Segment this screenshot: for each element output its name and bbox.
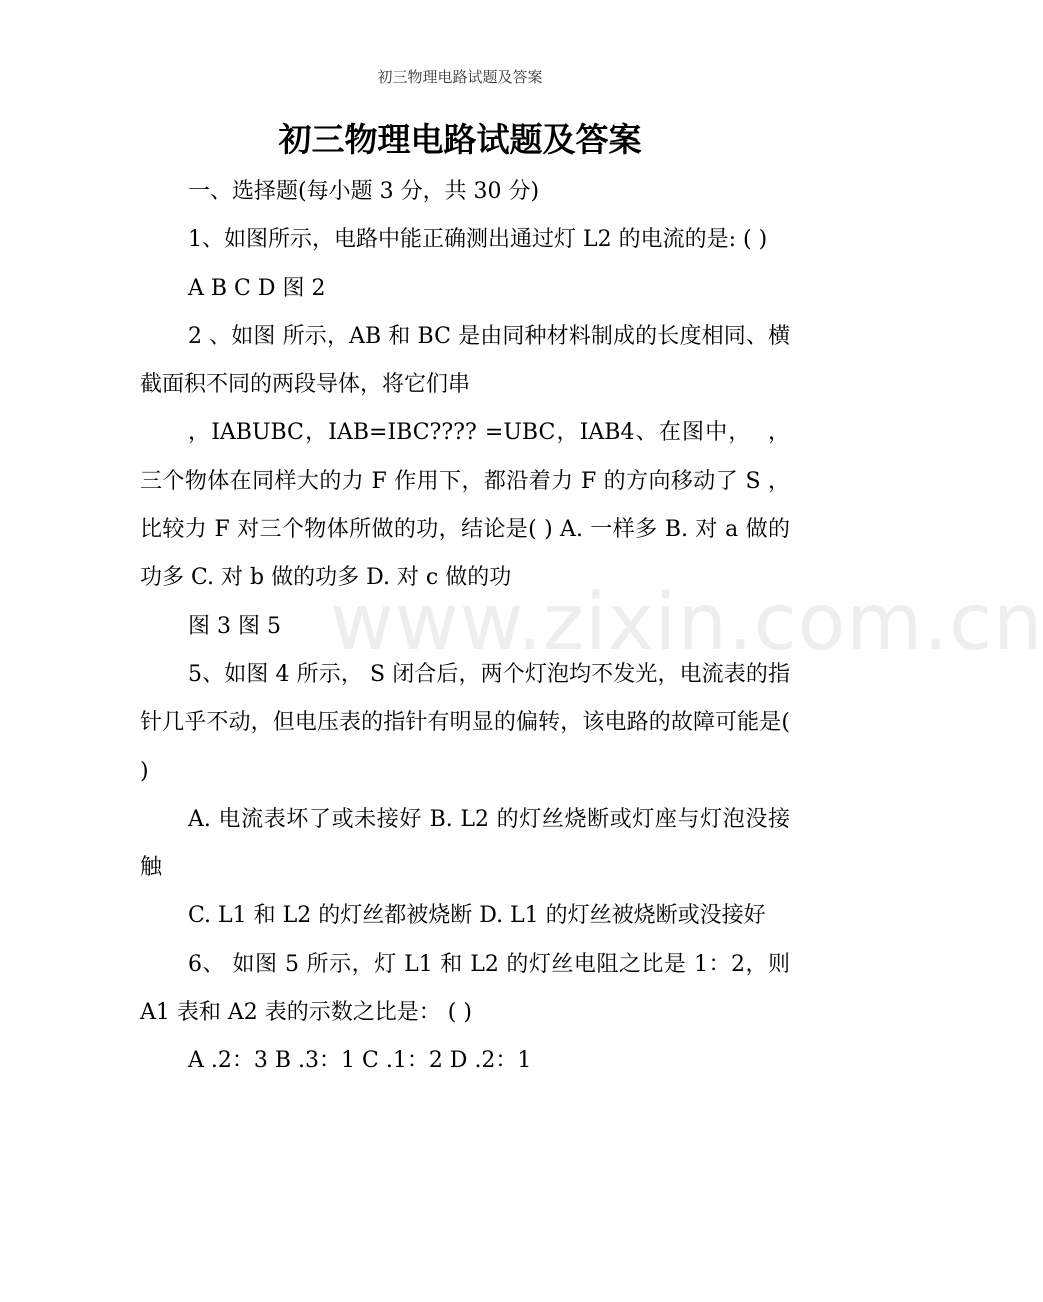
figure-caption: 图 3 图 5 bbox=[188, 613, 281, 639]
question-6-options: A .2：3 B .3：1 C .1：2 D .2：1 bbox=[188, 1048, 532, 1074]
question-1: 1、如图所示，电路中能正确测出通过灯 L2 的电流的是: ( ) bbox=[188, 227, 768, 253]
document-body bbox=[140, 168, 797, 1086]
question-1-options: A B C D 图 2 bbox=[188, 275, 326, 301]
watermark: www.zixin.com.cn bbox=[330, 578, 1043, 668]
section-heading: 一、选择题(每小题 3 分，共 30 分) bbox=[188, 179, 540, 204]
question-6: 6、 如图 5 所示，灯 L1 和 L2 的灯丝电阻之比是 1：2，则 A1 表和 A2 表的示数之比是： ( ) bbox=[140, 951, 797, 1026]
question-5: 5、如图 4 所示， S 闭合后，两个灯泡均不发光，电流表的指针几乎不动，但电压表的指针有明显的偏转，该电路的故障可能是( ) bbox=[140, 661, 797, 784]
question-4: ，IABUBC，IAB=IBC???? =UBC，IAB4、在图中， ，三个物体在同样大的力 F 作用下，都沿着力 F 的方向移动了 S ，比较力 F 对三个物体所做的功，结论是( ) A. 一样多 B. 对 a 做的功多 C. 对 b 做的功多 D. 对 c 做的功 bbox=[140, 420, 790, 591]
question-5-options-ab: A. 电流表坏了或未接好 B. L2 的灯丝烧断或灯座与灯泡没接触 bbox=[140, 806, 790, 881]
running-header: 初三物理电路试题及答案 bbox=[377, 68, 543, 86]
question-5-options-cd: C. L1 和 L2 的灯丝都被烧断 D. L1 的灯丝被烧断或没接好 bbox=[188, 903, 766, 929]
question-2: 2 、如图 所示，AB 和 BC 是由同种材料制成的长度相同、横截面积不同的两段导体，将它们串 bbox=[140, 323, 790, 398]
document-title: 初三物理电路试题及答案 bbox=[278, 120, 642, 159]
